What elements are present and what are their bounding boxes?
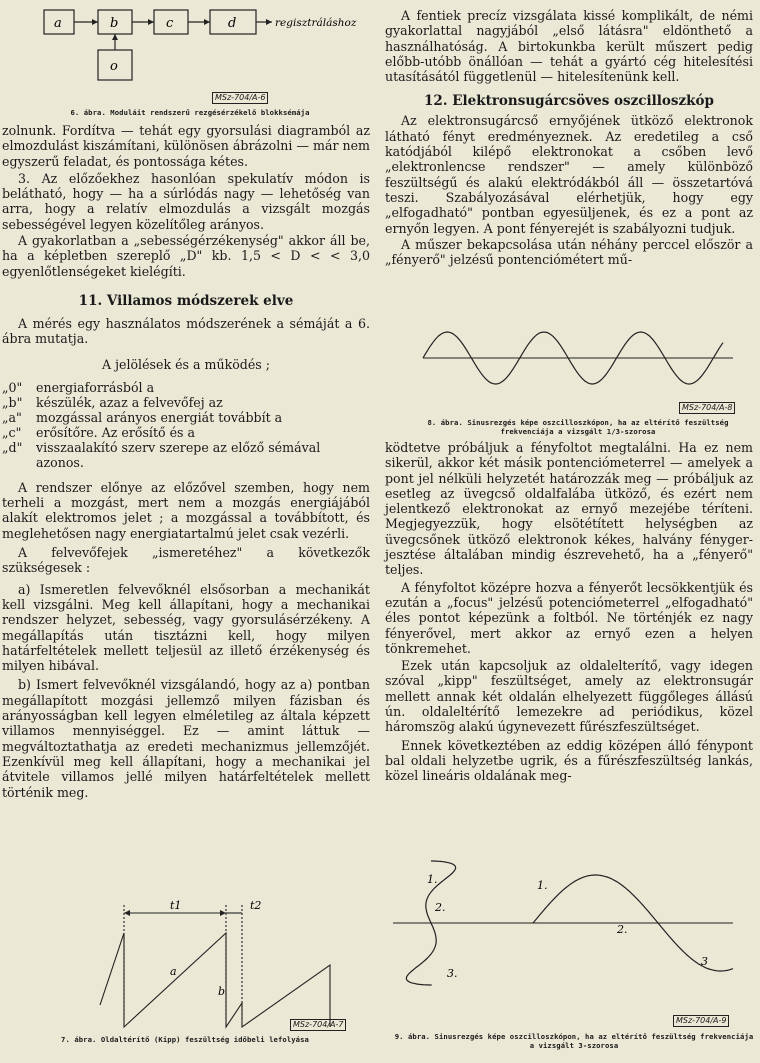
left-paragraph-5: A rendszer előnye az előzővel szemben, hogy nem terheli a mozgást, mert nem a mozgás energiájából alakít elektromos jelet ; a mozgással a továbbított, és meglehetősen nagy energiatartalmú jelet csak vezérli.: [2, 479, 370, 541]
arrow-label: regisztráláshoz: [275, 17, 357, 29]
left-paragraph-8: b) Ismert felvevőknél vizsgálandó, hogy az a) pontban megállapított mozgási jellemző milyen fázisban és arányosságban kell legyen elméletileg az általa képzett villamos mennyiséggel. Ez — amint láttuk — megváltoztathatja az eredeti mechanizmus jellemzőjét. Ezenkívül meg kell állapítani, hogy a mechanikai jel átvitele villamos jellé milyen határfeltételek mellett történik meg.: [2, 677, 370, 800]
curve-label-1b: 1.: [537, 879, 548, 892]
figure-9-sine: [383, 845, 755, 1015]
figure-8-code: MSz-704/A-8: [679, 402, 735, 414]
left-paragraph-6: A felvevőfejek „ismeretéhez" a következők szükségesek :: [2, 545, 370, 576]
left-paragraph-2: 3. Az előzőekhez hasonlóan spekulatív módon is belátható, hogy — ha a súrlódás nagy — lehetőség van arra, hogy a relatív elmozdulás a vizsgált mozgás sebességével legyen közelítőleg arányos.: [2, 170, 370, 232]
heading-12: 12. Elektronsugárcsöves oszcilloszkóp: [424, 93, 714, 110]
notation-item: „0" energiaforrásból a: [2, 379, 155, 395]
right-paragraph-3: A műszer bekapcsolása után néhány perccel először a „fényerő" jelzésű pontenciómétert mű-: [385, 236, 753, 268]
box-a-label: a: [54, 16, 62, 31]
curve-label-1a: 1.: [427, 873, 438, 886]
curve-label-3b: 3: [701, 955, 708, 968]
curve-label-2b: 2.: [617, 923, 628, 936]
notation-item-cont: azonos.: [36, 454, 84, 470]
notation-item: „c" erősítőre. Az erősítő és a: [2, 424, 196, 440]
box-c-label: c: [166, 16, 174, 31]
box-b-label: b: [110, 16, 119, 31]
a-label: a: [170, 965, 177, 978]
figure-9-caption: 9. ábra. Sinusrezgés képe oszcilloszkópon, ha az eltérítő feszültség frekvenciája a vizsgált 3-szorosa: [394, 1032, 754, 1050]
left-paragraph-7: a) Ismeretlen felvevőknél elsősorban a mechanikát kell vizsgálni. Meg kell állapítani, hogy a mechanikai rendszer helyzet, sebesség, vagy gyorsulásérzékeny. A megállapítás után tisztázni kell, hogy milyen határfeltételek mellett teljesül az illető érzékenység és milyen hibával.: [2, 581, 370, 674]
right-paragraph-2: Az elektronsugárcső ernyőjének ütköző elektronok látható fényt eredményeznek. Az eredetileg a cső katódjából kilépő elektronokat a csőben levő „elektronlencse rendszer" — amely különböző feszültségű és alakú elektródákból áll — összetartóvá teszi. Szabályozásával elérhetjük, hogy egy „elfogadható" pontban egyesüljenek, és ez a pont az ernyőn legyen. A pont fényerejét is szabályozni tudjuk.: [385, 113, 753, 236]
right-paragraph-5: A fényfoltot középre hozva a fényerőt lecsökkentjük és ezután a „focus" jelzésű potenciómeterrel „elfogadható" éles pontot képezünk a foltból. Ne történjék ez nagy fényerővel, mert akkor az ernyő ezen a helyen tönkremehet.: [385, 579, 753, 656]
left-paragraph-4: A mérés egy használatos módszerének a sémáját a 6. ábra mutatja.: [2, 315, 370, 347]
t1-label: t1: [170, 899, 182, 912]
notation-subheading: A jelölések és a működés ;: [101, 356, 271, 372]
figure-6-block-diagram: [0, 0, 372, 120]
notation-item: „b" készülék, azaz a felvevőfej az: [2, 394, 223, 410]
curve-label-3a: 3.: [447, 967, 458, 980]
heading-11: 11. Villamos módszerek elve: [78, 292, 294, 309]
notation-item: „d" visszaalakító szerv szerepe az előző sémával: [2, 439, 321, 455]
figure-8-sine: [383, 310, 755, 410]
notation-item: „a" mozgással arányos energiát továbbít a: [2, 409, 283, 425]
figure-6-caption: 6. ábra. Moduláit rendszerű rezgésérzékelő blokksémája: [70, 108, 310, 117]
right-paragraph-4: ködtetve próbáljuk a fényfoltot megtalálni. Ha ez nem sikerül, akkor két másik pontenciómeterrel — amelyek a pont jel nélküli helyzetét határozzák meg — próbáljuk az esetleg az üvegcső oldalfalába ütköző, és ezért nem jelentkező elektronokat az ernyő mezejébe téríteni. Megjegyezzük, hogy elsötétített helységben az üvegcsőnek ütköző elektronok kékes, halvány fénygerjesztése általában mindig észrevehető, ha a „fényerő" teljes.: [385, 440, 753, 578]
curve-label-2a: 2.: [435, 901, 446, 914]
right-paragraph-6: Ezek után kapcsoljuk az oldalelterítő, vagy idegen szóval „kipp" feszültséget, amely az elektronsugár mellett annak két oldalán elhelyezett függőleges állású ún. oldaleltérítő lemezekre ad periódikus, közel háromszög alakú úgynevezett fűrészfeszültséget.: [385, 658, 753, 735]
box-d-label: d: [228, 16, 237, 31]
right-paragraph-1: A fentiek precíz vizsgálata kissé komplikált, de némi gyakorlattal nagyjából „első látásra" eldönthető a használhatóság. A birtokunkba került műszert pedig előbb-utóbb önállóan — tehát a gyártó cég hitelesítési utasításától függetlenül — hitelesítenünk kell.: [385, 8, 753, 85]
left-paragraph-3: A gyakorlatban a „sebességérzékenység" akkor áll be, ha a képletben szereplő „D" kb. 1,5 < D < < 3,0 egyenlőtlenségeket kielégíti.: [2, 233, 370, 279]
figure-9-code: MSz-704/A-9: [673, 1015, 729, 1027]
figure-6-code: MSz-704/A-6: [212, 92, 268, 104]
box-o-label: o: [110, 59, 118, 74]
figure-7-caption: 7. ábra. Oldaltérítő (Kipp) feszültség időbeli lefolyása: [61, 1035, 309, 1044]
b-label: b: [218, 985, 226, 998]
figure-7-code: MSz-704/A-7: [290, 1019, 346, 1031]
t2-label: t2: [250, 899, 262, 912]
figure-8-caption: 8. ábra. Sinusrezgés képe oszcilloszkópon, ha az eltérítő feszültség frekvenciája a vizsgált 1/3-szorosa: [427, 418, 729, 436]
right-paragraph-7: Ennek következtében az eddig középen álló fénypont bal oldali helyzetbe ugrik, és a fűrészfeszültség lankás, közel lineáris oldalának meg-: [385, 737, 753, 784]
left-paragraph-1: zolnunk. Fordítva — tehát egy gyorsulási diagramból az elmozdulást kiszámítani, különösen ábrázolni — már nem egyszerű feladat, és pontossága kétes.: [2, 123, 370, 169]
notation-list: [2, 380, 370, 470]
